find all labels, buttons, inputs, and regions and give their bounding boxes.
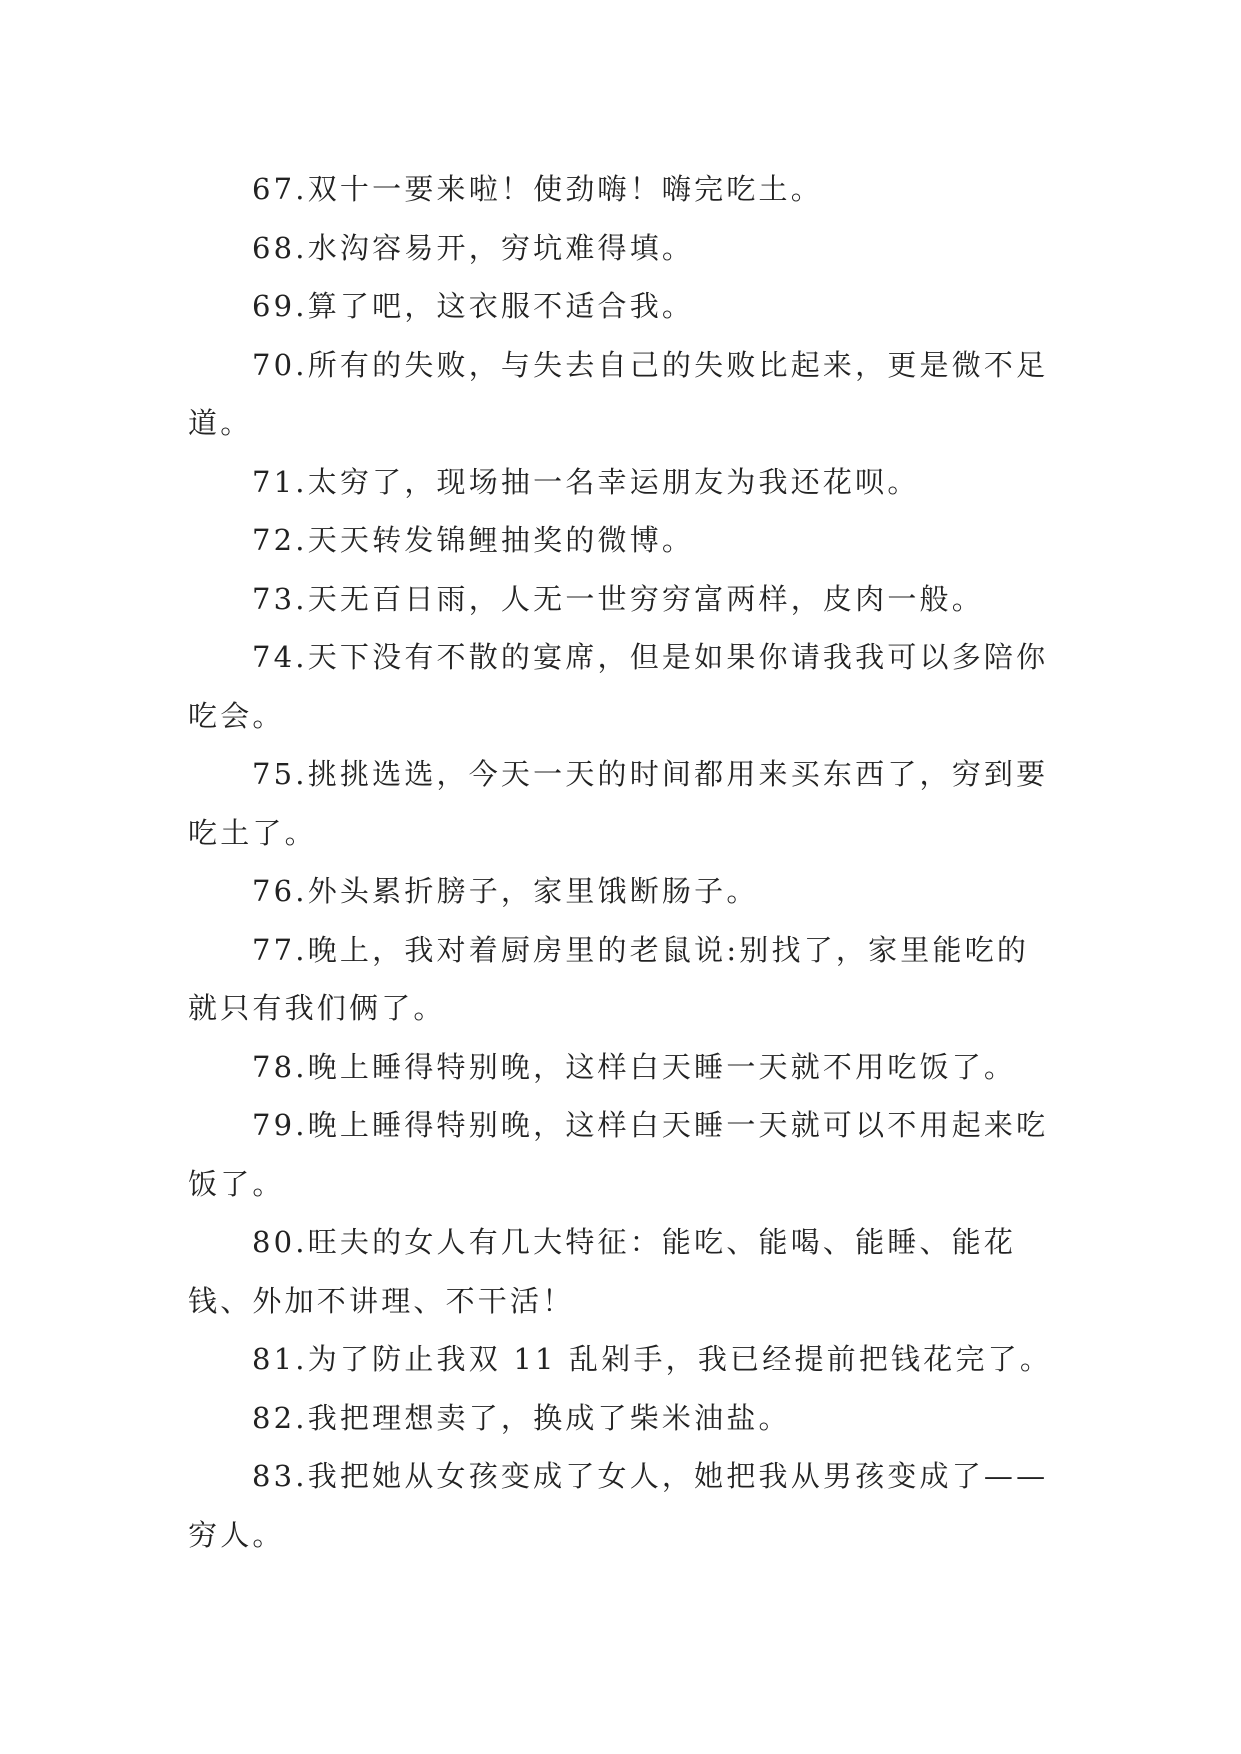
list-item: 80.旺夫的女人有几大特征：能吃、能喝、能睡、能花钱、外加不讲理、不干活！ (188, 1225, 1017, 1318)
list-item: 68.水沟容易开，穷坑难得填。 (252, 230, 695, 265)
list-item: 74.天下没有不散的宴席，但是如果你请我我可以多陪你吃会。 (188, 640, 1049, 733)
list-item: 82.我把理想卖了，换成了柴米油盐。 (252, 1400, 791, 1435)
list-item: 67.双十一要来啦！使劲嗨！嗨完吃土。 (252, 172, 823, 206)
list-item: 75.挑挑选选，今天一天的时间都用来买东西了，穷到要吃土了。 (188, 757, 1049, 850)
list-item: 70.所有的失败，与失去自己的失败比起来，更是微不足道。 (188, 347, 1049, 440)
list-item: 83.我把她从女孩变成了女人，她把我从男孩变成了——穷人。 (188, 1459, 1049, 1552)
list-item: 77.晚上，我对着厨房里的老鼠说:别找了，家里能吃的就只有我们俩了。 (188, 932, 1030, 1025)
list-item: 69.算了吧，这衣服不适合我。 (252, 289, 695, 323)
list-item: 81.为了防止我双 11 乱剁手，我已经提前把钱花完了。 (252, 1342, 1053, 1376)
list-item: 76.外头累折膀子，家里饿断肠子。 (252, 874, 759, 908)
list-item: 79.晚上睡得特别晚，这样白天睡一天就可以不用起来吃饭了。 (188, 1108, 1049, 1201)
list-item: 71.太穷了，现场抽一名幸运朋友为我还花呗。 (252, 464, 920, 499)
list-item: 78.晚上睡得特别晚，这样白天睡一天就不用吃饭了。 (252, 1049, 1017, 1084)
document-body (188, 160, 1058, 1564)
list-item: 72.天天转发锦鲤抽奖的微博。 (252, 523, 695, 557)
list-item: 73.天无百日雨，人无一世穷穷富两样，皮肉一般。 (252, 581, 984, 616)
